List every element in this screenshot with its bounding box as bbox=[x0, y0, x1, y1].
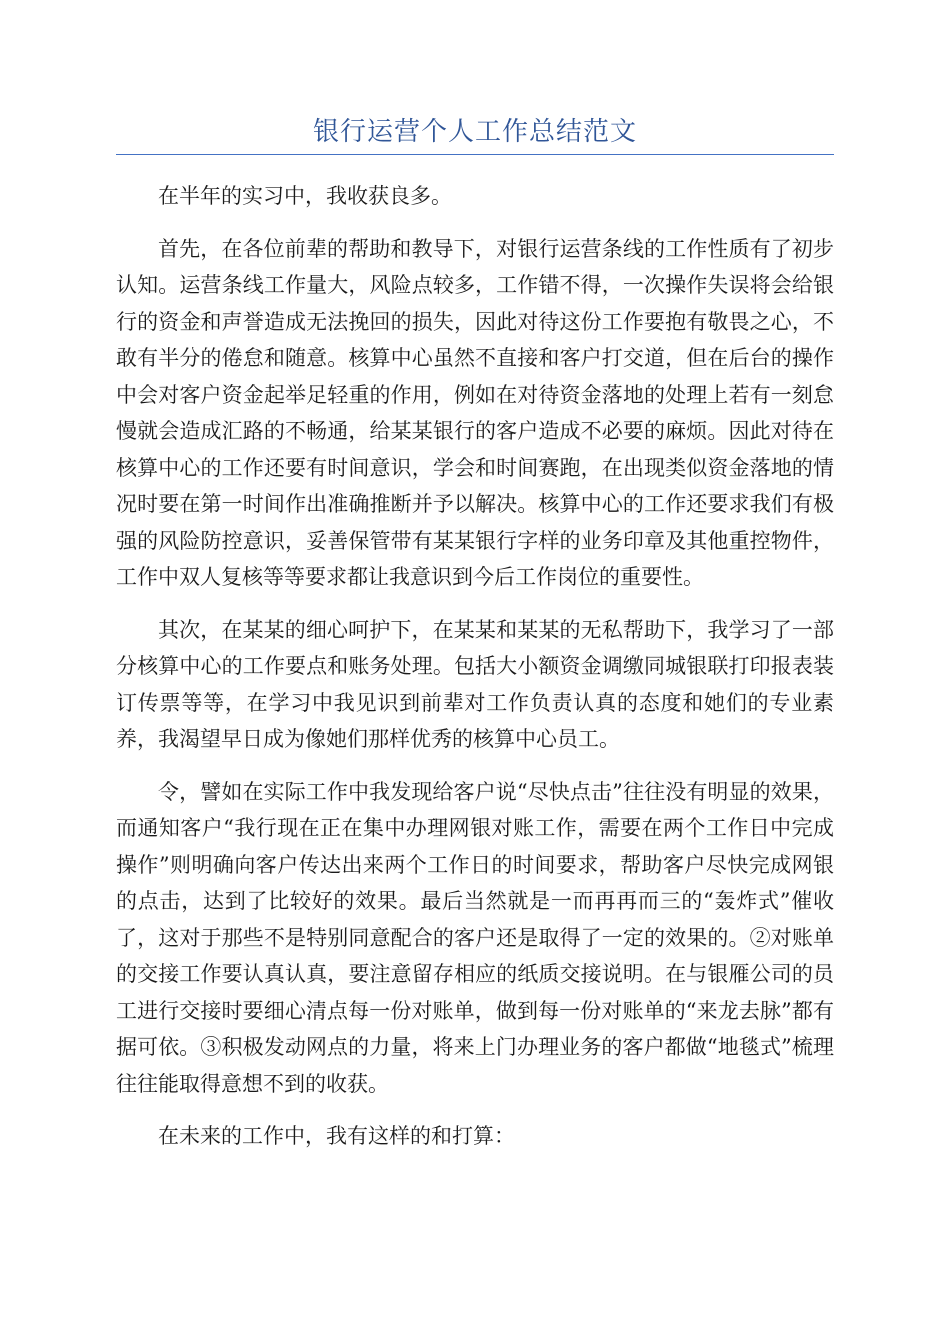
paragraph-intro: 在半年的实习中，我收获良多。 bbox=[158, 184, 452, 208]
paragraph-third: 令，譬如在实际工作中我发现给客户说“尽快点击”往往没有明显的效果，而通知客户“我行现在正在集中办理网银对账工作，需要在两个工作日中完成操作”则明确向客户传达出来两个工作日的时间要求，帮助客户尽快完成网银的点击，达到了比较好的效果。最后当然就是一而再再而三的“轰炸式”催收了，这对于那些不是特别同意配合的客户还是取得了一定的效果的。②对账单的交接工作要认真认真，要注意留存相应的纸质交接说明。在与银雁公司的员工进行交接时要细心清点每一份对账单，做到每一份对账单的“来龙去脉”都有据可依。③积极发动网点的力量，将来上门办理业务的客户都做“地毯式”梳理往往能取得意想不到的收获。 bbox=[116, 779, 834, 1096]
document-body bbox=[116, 178, 834, 1155]
document-title: 银行运营个人工作总结范文 bbox=[312, 117, 637, 147]
paragraph-second: 其次，在某某的细心呵护下，在某某和某某的无私帮助下，我学习了一部分核算中心的工作要点和账务处理。包括大小额资金调缴同城银联打印报表装订传票等等，在学习中我见识到前辈对工作负责认真的态度和她们的专业素养，我渴望早日成为像她们那样优秀的核算中心员工。 bbox=[116, 617, 834, 751]
paragraph-future: 在未来的工作中，我有这样的和打算： bbox=[158, 1124, 515, 1148]
paragraph-first: 首先，在各位前辈的帮助和教导下，对银行运营条线的工作性质有了初步认知。运营条线工作量大，风险点较多，工作错不得，一次操作失误将会给银行的资金和声誉造成无法挽回的损失，因此对待这份工作要抱有敬畏之心，不敢有半分的倦怠和随意。核算中心虽然不直接和客户打交道，但在后台的操作中会对客户资金起举足轻重的作用，例如在对待资金落地的处理上若有一刻怠慢就会造成汇路的不畅通，给某某银行的客户造成不必要的麻烦。因此对待在核算中心的工作还要有时间意识，学会和时间赛跑，在出现类似资金落地的情况时要在第一时间作出准确推断并予以解决。核算中心的工作还要求我们有极强的风险防控意识，妥善保管带有某某银行字样的业务印章及其他重控物件，工作中双人复核等等要求都让我意识到今后工作岗位的重要性。 bbox=[116, 236, 834, 589]
title-underline bbox=[116, 154, 834, 155]
